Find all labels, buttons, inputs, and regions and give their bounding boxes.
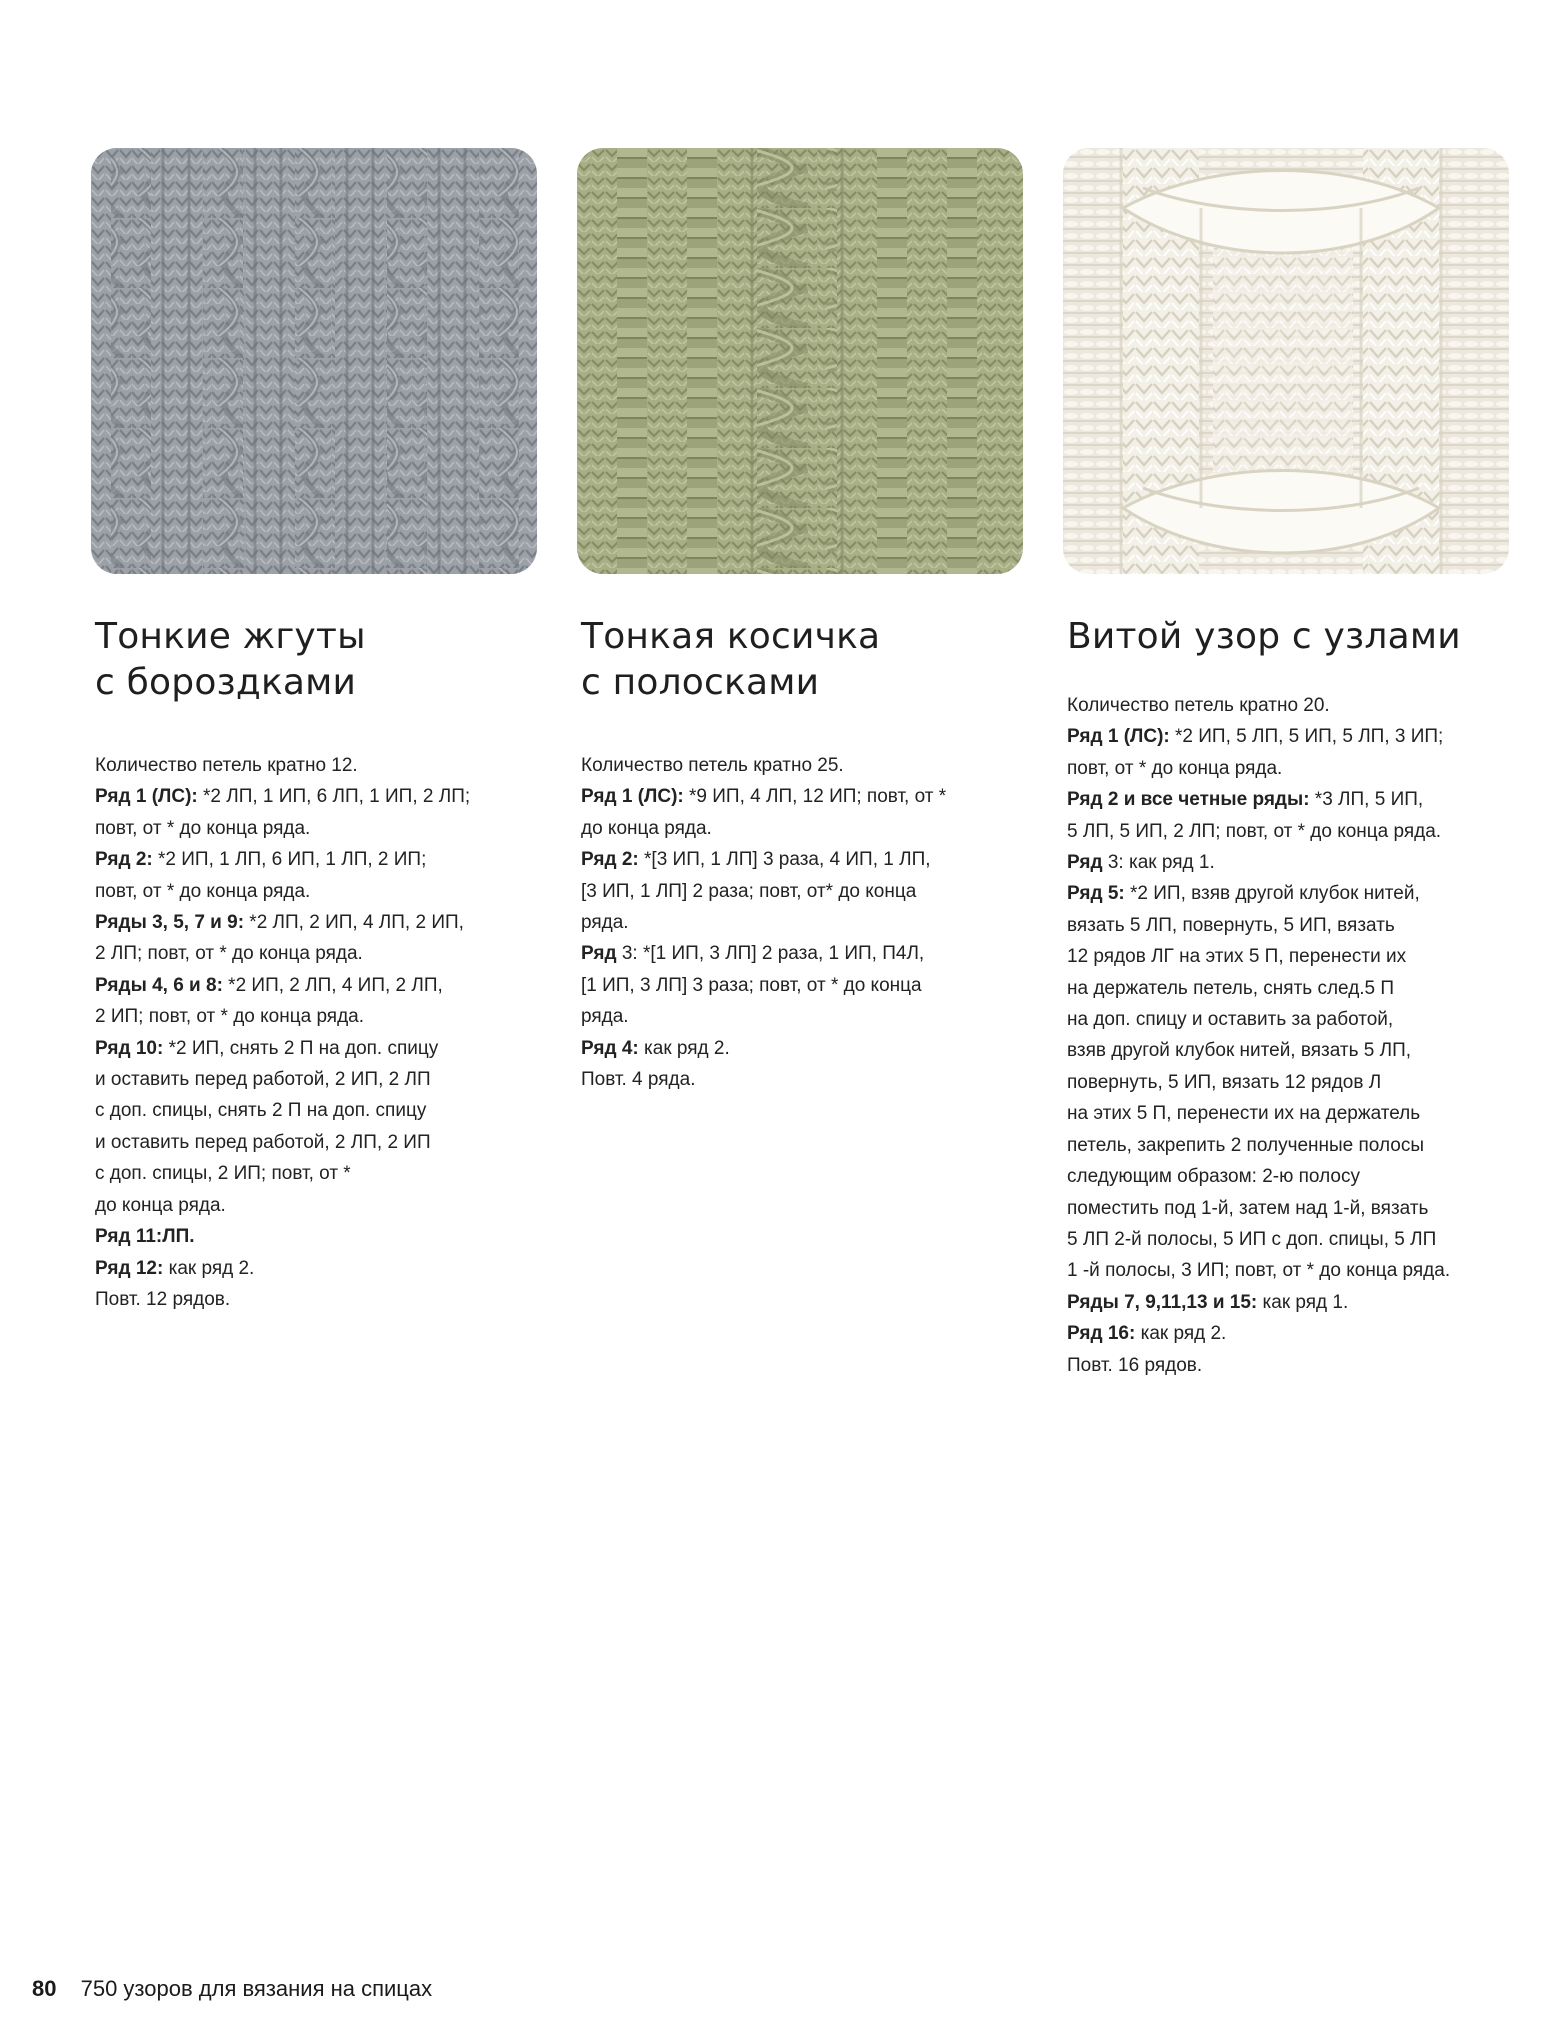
row-text: 1 -й полосы, 3 ИП; повт, от * до конца ряда. — [1067, 1260, 1451, 1282]
row-text: *9 ИП, 4 ЛП, 12 ИП; повт, от * — [683, 786, 947, 808]
row-text: петель, закрепить 2 полученные полосы — [1067, 1134, 1424, 1156]
instruction-line — [95, 1033, 541, 1064]
row-text: взяв другой клубок нитей, вязать 5 ЛП, — [1067, 1040, 1412, 1062]
row-text: до конца ряда. — [95, 1194, 226, 1216]
instruction-line — [581, 907, 1027, 938]
instruction-line — [581, 938, 1027, 969]
row-text: [3 ИП, 1 ЛП] 2 раза; повт, от* до конца — [581, 880, 917, 902]
instruction-line — [95, 1095, 541, 1126]
instruction-line — [95, 876, 541, 907]
book-title: 750 узоров для вязания на спицах — [80, 1976, 433, 2001]
row-text: Количество петель кратно 20. — [1067, 695, 1330, 716]
instruction-line — [581, 1064, 1027, 1095]
swatch-photo-green-braid — [577, 148, 1023, 574]
row-label: Ряд — [581, 943, 617, 965]
row-text: *2 ЛП, 2 ИП, 4 ЛП, 2 ИП, — [244, 912, 464, 934]
instruction-line — [1067, 847, 1513, 878]
row-text: повт, от * до конца ряда. — [1067, 757, 1283, 779]
pattern-instructions — [1067, 690, 1513, 1381]
row-text: *2 ИП, 1 ЛП, 6 ИП, 1 ЛП, 2 ИП; — [152, 849, 427, 871]
instruction-line — [95, 844, 541, 875]
instruction-line — [1067, 1098, 1513, 1129]
pattern-instructions — [95, 750, 541, 1315]
row-label: Ряд 2 и все четные ряды: — [1067, 789, 1310, 811]
swatch-photo-white-knots — [1063, 148, 1509, 574]
instruction-line — [581, 750, 1027, 781]
row-text: ряда. — [581, 1006, 629, 1028]
row-label: Ряд 1 (ЛС): — [1067, 726, 1170, 748]
row-label: Ряд 11:ЛП. — [95, 1226, 195, 1248]
instruction-line — [581, 781, 1027, 812]
row-text: Повт. 12 рядов. — [95, 1288, 231, 1310]
instruction-line — [1067, 816, 1513, 847]
row-label: Ряд 2: — [581, 849, 639, 871]
instruction-line — [95, 1158, 541, 1189]
row-text: Количество петель кратно 25. — [581, 755, 844, 776]
instruction-line — [581, 844, 1027, 875]
row-text: 12 рядов ЛГ на этих 5 П, перенести их — [1067, 946, 1407, 968]
row-text: на держатель петель, снять след.5 П — [1067, 977, 1395, 999]
instruction-line — [581, 1033, 1027, 1064]
instruction-line — [95, 1221, 541, 1252]
row-label: Ряды 4, 6 и 8: — [95, 974, 223, 996]
row-text: повернуть, 5 ИП, вязать 12 рядов Л — [1067, 1071, 1382, 1093]
row-text: следующим образом: 2-ю полосу — [1067, 1166, 1360, 1188]
row-label: Ряд 16: — [1067, 1323, 1136, 1345]
instruction-line — [1067, 1318, 1513, 1349]
instruction-line — [1067, 1067, 1513, 1098]
instruction-line — [1067, 1130, 1513, 1161]
row-text: 2 ИП; повт, от * до конца ряда. — [95, 1006, 365, 1028]
title-line: с бороздками — [95, 662, 357, 703]
row-text: *2 ИП, снять 2 П на доп. спицу — [163, 1037, 439, 1059]
instruction-line — [581, 876, 1027, 907]
instruction-line — [95, 750, 541, 781]
instruction-line — [1067, 1193, 1513, 1224]
instruction-line — [95, 907, 541, 938]
row-text: на этих 5 П, перенести их на держатель — [1067, 1103, 1421, 1125]
row-text: 5 ЛП 2-й полосы, 5 ИП с доп. спицы, 5 ЛП — [1067, 1228, 1437, 1250]
instruction-line — [95, 1001, 541, 1032]
row-text: *2 ИП, взяв другой клубок нитей, — [1124, 883, 1420, 905]
instruction-line — [1067, 721, 1513, 752]
pattern-instructions — [581, 750, 1027, 1095]
instruction-line — [1067, 784, 1513, 815]
instruction-line — [95, 1284, 541, 1315]
row-text: на доп. спицу и оставить за работой, — [1067, 1009, 1394, 1031]
title-line: Витой узор с узлами — [1067, 616, 1461, 657]
row-text: как ряд 1. — [1257, 1291, 1349, 1313]
row-label: Ряды 7, 9,11,13 и 15: — [1067, 1291, 1258, 1313]
pattern-title — [581, 614, 1027, 706]
row-text: как ряд 2. — [163, 1257, 255, 1279]
instruction-line — [581, 970, 1027, 1001]
row-text: 3: *[1 ИП, 3 ЛП] 2 раза, 1 ИП, П4Л, — [616, 943, 925, 965]
instruction-line — [1067, 973, 1513, 1004]
instruction-line — [1067, 1161, 1513, 1192]
row-text: Количество петель кратно 12. — [95, 755, 358, 776]
row-label: Ряд 2: — [95, 849, 153, 871]
row-label: Ряд 10: — [95, 1037, 164, 1059]
instruction-line — [95, 1253, 541, 1284]
instruction-line — [1067, 753, 1513, 784]
row-text: с доп. спицы, снять 2 П на доп. спицу — [95, 1100, 427, 1122]
instruction-line — [1067, 1035, 1513, 1066]
instruction-line — [581, 1001, 1027, 1032]
instruction-line — [1067, 1255, 1513, 1286]
instruction-line — [95, 781, 541, 812]
instruction-line — [95, 938, 541, 969]
row-text: поместить под 1-й, затем над 1-й, вязать — [1067, 1197, 1429, 1219]
instruction-line — [1067, 1004, 1513, 1035]
row-text: до конца ряда. — [581, 817, 712, 839]
row-text: Повт. 16 рядов. — [1067, 1354, 1203, 1376]
row-label: Ряд — [1067, 852, 1103, 874]
knit-texture-grey — [91, 148, 537, 574]
pattern-title — [95, 614, 541, 706]
row-text: 3: как ряд 1. — [1102, 852, 1215, 874]
row-label: Ряд 12: — [95, 1257, 164, 1279]
swatch-photo-grey-cables — [91, 148, 537, 574]
instruction-line — [581, 813, 1027, 844]
instruction-line — [1067, 1350, 1513, 1381]
row-text: *3 ЛП, 5 ИП, — [1309, 789, 1424, 811]
instruction-line — [1067, 690, 1513, 721]
row-text: 5 ЛП, 5 ИП, 2 ЛП; повт, от * до конца ряда. — [1067, 820, 1442, 842]
row-text: *2 ИП, 5 ЛП, 5 ИП, 5 ЛП, 3 ИП; — [1169, 726, 1444, 748]
instruction-line — [95, 1064, 541, 1095]
row-text: с доп. спицы, 2 ИП; повт, от * — [95, 1163, 351, 1185]
row-label: Ряд 4: — [581, 1037, 639, 1059]
row-text: и оставить перед работой, 2 ИП, 2 ЛП — [95, 1069, 431, 1091]
knit-texture-white — [1063, 148, 1509, 574]
page-footer — [32, 1976, 432, 2002]
row-text: ряда. — [581, 912, 629, 934]
pattern-column-1 — [91, 148, 541, 1315]
instruction-line — [95, 1127, 541, 1158]
row-text: как ряд 2. — [638, 1037, 730, 1059]
row-text: *2 ЛП, 1 ИП, 6 ЛП, 1 ИП, 2 ЛП; — [197, 786, 471, 808]
row-label: Ряд 1 (ЛС): — [95, 786, 198, 808]
row-text: повт, от * до конца ряда. — [95, 817, 311, 839]
row-label: Ряды 3, 5, 7 и 9: — [95, 912, 245, 934]
instruction-line — [1067, 1224, 1513, 1255]
pattern-column-3 — [1063, 148, 1513, 1381]
row-label: Ряд 1 (ЛС): — [581, 786, 684, 808]
row-text: *[3 ИП, 1 ЛП] 3 раза, 4 ИП, 1 ЛП, — [638, 849, 931, 871]
row-text: *2 ИП, 2 ЛП, 4 ИП, 2 ЛП, — [222, 974, 443, 996]
title-line: с полосками — [581, 662, 820, 703]
instruction-line — [95, 970, 541, 1001]
row-text: повт, от * до конца ряда. — [95, 880, 311, 902]
page-number: 80 — [32, 1976, 57, 2001]
pattern-column-2 — [577, 148, 1027, 1095]
instruction-line — [1067, 1287, 1513, 1318]
instruction-line — [1067, 878, 1513, 909]
title-line: Тонкая косичка — [581, 616, 881, 657]
pattern-title — [1067, 614, 1513, 660]
instruction-line — [95, 1190, 541, 1221]
knit-texture-green — [577, 148, 1023, 574]
row-text: 2 ЛП; повт, от * до конца ряда. — [95, 943, 363, 965]
instruction-line — [1067, 910, 1513, 941]
row-text: [1 ИП, 3 ЛП] 3 раза; повт, от * до конца — [581, 974, 922, 996]
instruction-line — [1067, 941, 1513, 972]
instruction-line — [95, 813, 541, 844]
row-text: как ряд 2. — [1135, 1323, 1227, 1345]
row-text: Повт. 4 ряда. — [581, 1069, 696, 1091]
row-text: вязать 5 ЛП, повернуть, 5 ИП, вязать — [1067, 914, 1395, 936]
row-text: и оставить перед работой, 2 ЛП, 2 ИП — [95, 1131, 431, 1153]
title-line: Тонкие жгуты — [95, 616, 366, 657]
row-label: Ряд 5: — [1067, 883, 1125, 905]
